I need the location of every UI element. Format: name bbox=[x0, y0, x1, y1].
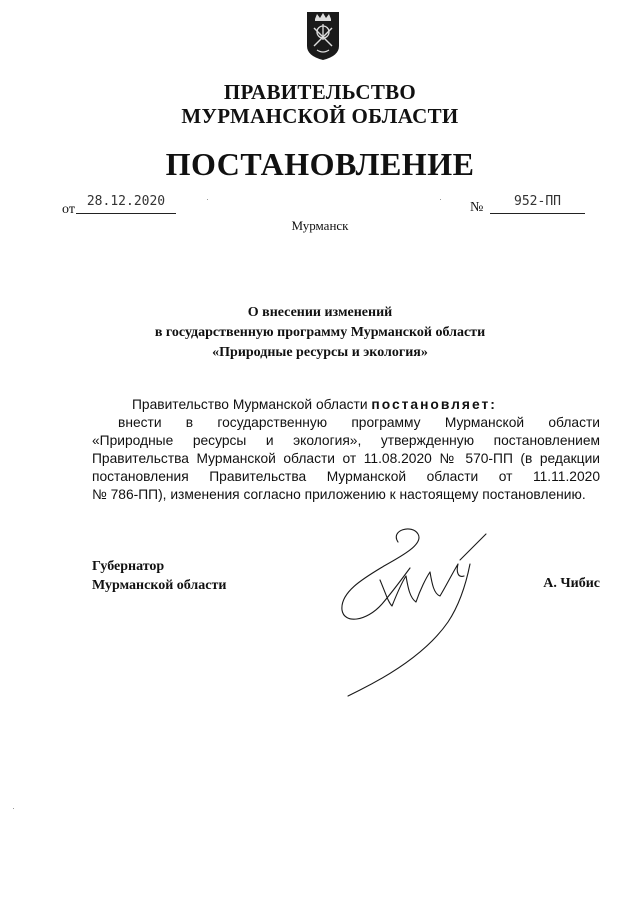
subject-line1: О внесении изменений bbox=[247, 305, 393, 320]
date-value: 28.12.2020 bbox=[86, 194, 166, 209]
signatory-name: А. Чибис bbox=[543, 576, 600, 591]
body-line-1-emphasis: постановляет: bbox=[371, 397, 497, 412]
body-line-3: «Природные ресурсы и экология», утвержденную постановлением bbox=[92, 433, 600, 448]
document-type-heading: ПОСТАНОВЛЕНИЕ bbox=[165, 146, 475, 182]
body-line-6: № 786-ПП), изменения согласно приложению к настоящему постановлению. bbox=[92, 487, 586, 502]
number-label: № bbox=[470, 200, 484, 215]
government-title-line2: МУРМАНСКОЙ ОБЛАСТИ bbox=[181, 104, 459, 128]
scan-speck bbox=[207, 199, 208, 200]
body-line-5: постановления Правительства Мурманской области от 11.11.2020 bbox=[92, 469, 600, 484]
government-title bbox=[0, 80, 640, 128]
number-underline bbox=[490, 213, 585, 214]
city-label: Мурманск bbox=[291, 218, 349, 233]
body-line-1-prefix: Правительство Мурманской области bbox=[132, 397, 372, 412]
body-line-1 bbox=[92, 396, 600, 414]
document-number-value: 952-ПП bbox=[514, 194, 561, 209]
scan-speck bbox=[13, 808, 14, 809]
date-label: от bbox=[62, 202, 75, 217]
handwritten-signature-icon bbox=[320, 520, 490, 700]
signatory-title-line1: Губернатор bbox=[92, 559, 165, 574]
body-line-2: внести в государственную программу Мурманской области bbox=[118, 415, 600, 430]
government-title-line1: ПРАВИТЕЛЬСТВО bbox=[223, 80, 417, 104]
scan-speck bbox=[440, 199, 441, 200]
date-underline bbox=[76, 213, 176, 214]
coat-of-arms-icon bbox=[304, 10, 342, 62]
signatory-title bbox=[92, 557, 226, 595]
subject-line3: «Природные ресурсы и экология» bbox=[212, 345, 428, 360]
subject-heading bbox=[0, 303, 640, 363]
subject-line2: в государственную программу Мурманской области bbox=[154, 325, 486, 340]
body-line-4: Правительства Мурманской области от 11.08.2020 № 570-ПП (в редакции bbox=[92, 451, 600, 466]
signatory-title-line2: Мурманской области bbox=[92, 578, 227, 593]
resolution-body bbox=[92, 396, 600, 504]
